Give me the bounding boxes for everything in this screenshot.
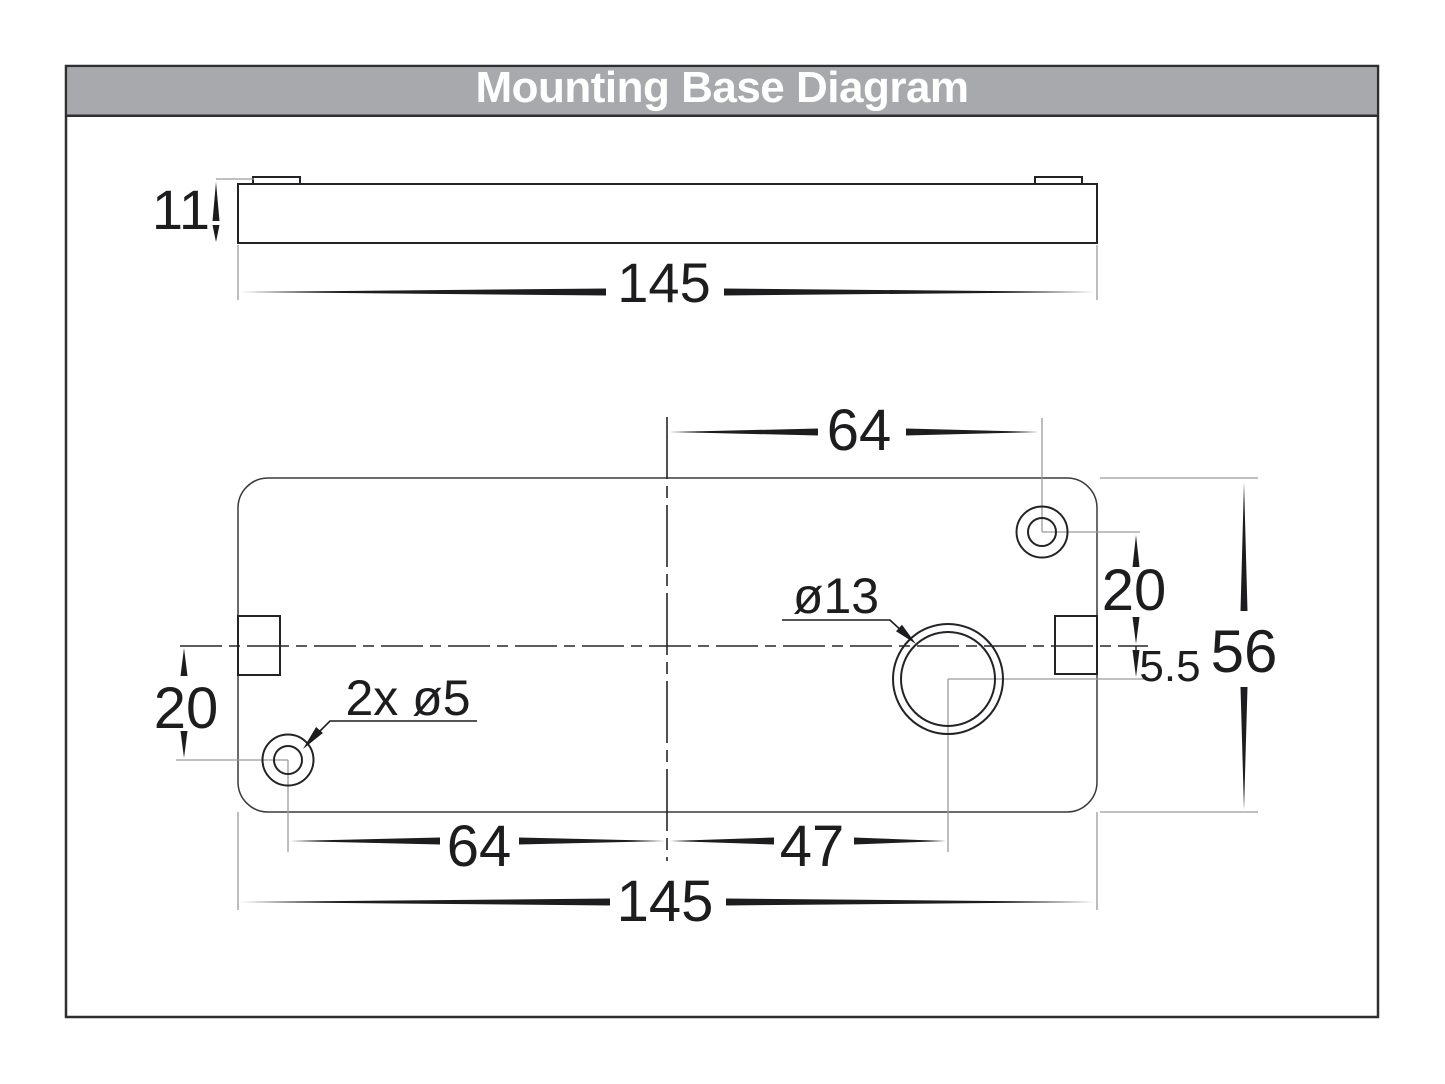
dim-center-offset [1133, 642, 1201, 691]
bottom-left-span-label: 64 [446, 814, 512, 879]
center-offset-label: 5.5 [1139, 642, 1201, 691]
overall-depth-label: 56 [1210, 618, 1278, 685]
page-title: Mounting Base Diagram [475, 63, 969, 112]
overall-width-label: 145 [616, 869, 714, 934]
side-view-body [238, 184, 1097, 243]
side-width-label: 145 [617, 251, 711, 314]
screw-holes-label: 2x ø5 [345, 670, 471, 726]
right-hole-offset-label: 20 [1101, 558, 1167, 623]
side-height-label: 11 [151, 178, 211, 241]
title-bar [66, 63, 1378, 116]
bottom-right-span-label: 47 [779, 814, 845, 879]
top-hole-span-label: 64 [826, 398, 892, 463]
left-hole-offset-label: 20 [153, 676, 219, 741]
cable-hole-label: ø13 [792, 568, 880, 624]
